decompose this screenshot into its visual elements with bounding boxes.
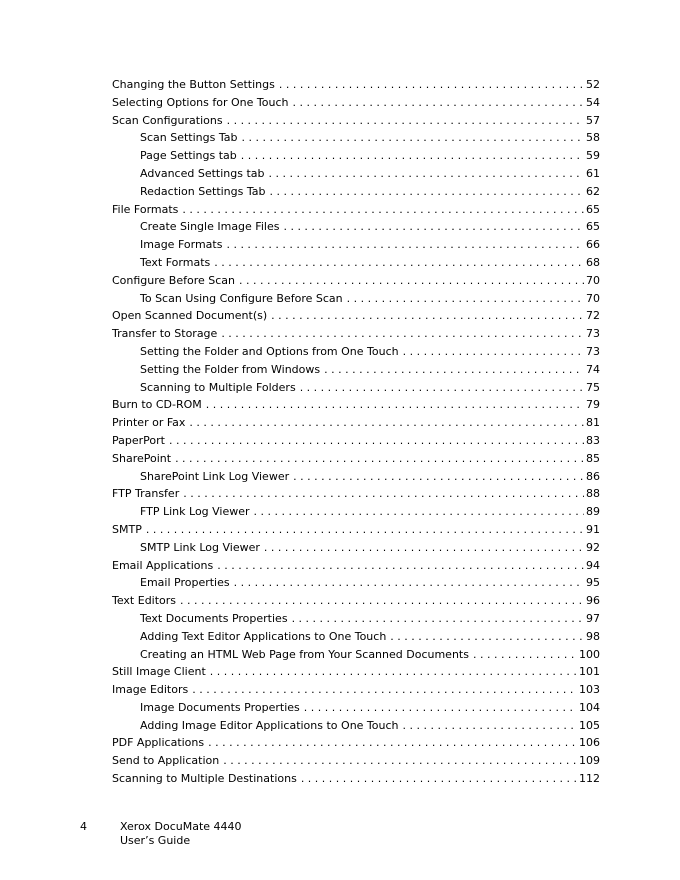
table-of-contents xyxy=(112,76,600,788)
toc-entry[interactable] xyxy=(112,414,600,432)
toc-entry-page-number: 70 xyxy=(586,273,600,287)
footer-product-name: Xerox DocuMate 4440 xyxy=(120,820,242,833)
toc-entry[interactable] xyxy=(112,770,600,788)
toc-dot-leader xyxy=(210,663,577,681)
toc-entry-title: Configure Before Scan xyxy=(112,273,236,287)
toc-entry-page-number: 94 xyxy=(586,558,600,572)
toc-dot-leader xyxy=(324,361,584,379)
toc-entry[interactable] xyxy=(112,557,600,575)
toc-entry-title: Text Editors xyxy=(112,594,177,608)
toc-entry-page-number: 70 xyxy=(586,291,600,305)
toc-entry[interactable] xyxy=(112,646,600,664)
toc-entry-title: Image Editors xyxy=(112,683,189,697)
toc-entry-title: Image Documents Properties xyxy=(140,700,300,714)
toc-entry-page-number: 65 xyxy=(586,202,600,216)
toc-dot-leader xyxy=(169,432,584,450)
toc-dot-leader xyxy=(292,94,584,112)
toc-entry-page-number: 109 xyxy=(579,754,600,768)
toc-dot-leader xyxy=(271,307,584,325)
toc-entry[interactable] xyxy=(112,236,600,254)
toc-entry[interactable] xyxy=(112,165,600,183)
toc-dot-leader xyxy=(293,468,584,486)
toc-entry[interactable] xyxy=(112,432,600,450)
toc-dot-leader xyxy=(183,485,584,503)
toc-entry-page-number: 95 xyxy=(586,576,600,590)
toc-dot-leader xyxy=(268,165,584,183)
toc-dot-leader xyxy=(292,610,584,628)
toc-entry-title: Burn to CD-ROM xyxy=(112,398,202,412)
toc-entry[interactable] xyxy=(112,396,600,414)
toc-entry-page-number: 89 xyxy=(586,505,600,519)
toc-entry-title: Creating an HTML Web Page from Your Scanned Documents xyxy=(140,647,469,661)
toc-dot-leader xyxy=(241,129,584,147)
toc-entry-page-number: 58 xyxy=(586,131,600,145)
toc-entry[interactable] xyxy=(112,147,600,165)
toc-entry-title: Image Formats xyxy=(140,238,223,252)
toc-dot-leader xyxy=(264,539,584,557)
toc-entry[interactable] xyxy=(112,325,600,343)
toc-dot-leader xyxy=(473,646,577,664)
toc-dot-leader xyxy=(254,503,584,521)
toc-entry[interactable] xyxy=(112,592,600,610)
toc-entry-title: Page Settings tab xyxy=(140,149,237,163)
toc-dot-leader xyxy=(192,681,577,699)
toc-entry[interactable] xyxy=(112,76,600,94)
toc-dot-leader xyxy=(403,717,578,735)
toc-entry-title: Scan Settings Tab xyxy=(140,131,238,145)
toc-entry-title: Setting the Folder from Windows xyxy=(140,362,321,376)
toc-entry-page-number: 97 xyxy=(586,611,600,625)
toc-entry-title: Email Properties xyxy=(140,576,230,590)
toc-entry[interactable] xyxy=(112,752,600,770)
toc-entry-title: SharePoint xyxy=(112,451,172,465)
toc-dot-leader xyxy=(217,557,584,575)
toc-dot-leader xyxy=(234,574,584,592)
toc-entry-page-number: 52 xyxy=(586,78,600,91)
toc-entry-page-number: 72 xyxy=(586,309,600,323)
toc-entry[interactable] xyxy=(112,734,600,752)
toc-entry[interactable] xyxy=(112,503,600,521)
toc-dot-leader xyxy=(182,201,584,219)
toc-entry[interactable] xyxy=(112,681,600,699)
toc-entry[interactable] xyxy=(112,628,600,646)
toc-dot-leader xyxy=(241,147,584,165)
toc-entry-page-number: 81 xyxy=(586,416,600,430)
toc-entry-page-number: 98 xyxy=(586,629,600,643)
toc-entry-title: File Formats xyxy=(112,202,179,216)
toc-entry[interactable] xyxy=(112,94,600,112)
toc-dot-leader xyxy=(239,272,584,290)
toc-entry[interactable] xyxy=(112,610,600,628)
toc-entry-page-number: 101 xyxy=(579,665,600,679)
toc-entry-title: Text Formats xyxy=(140,255,211,269)
toc-entry-page-number: 62 xyxy=(586,184,600,198)
toc-entry[interactable] xyxy=(112,343,600,361)
toc-dot-leader xyxy=(301,770,577,788)
toc-entry-title: Open Scanned Document(s) xyxy=(112,309,268,323)
toc-entry-page-number: 61 xyxy=(586,166,600,180)
footer-guide-name: User’s Guide xyxy=(120,834,191,847)
toc-dot-leader xyxy=(304,699,577,717)
toc-entry-title: Create Single Image Files xyxy=(140,220,280,234)
toc-entry-page-number: 103 xyxy=(579,683,600,697)
toc-dot-leader xyxy=(206,396,584,414)
toc-entry-title: Scanning to Multiple Folders xyxy=(140,380,296,394)
toc-entry-page-number: 106 xyxy=(579,736,600,750)
toc-dot-leader xyxy=(223,752,577,770)
toc-entry-page-number: 68 xyxy=(586,255,600,269)
toc-dot-leader xyxy=(189,414,584,432)
toc-dot-leader xyxy=(270,183,585,201)
toc-entry-title: Send to Application xyxy=(112,754,220,768)
toc-entry[interactable] xyxy=(112,539,600,557)
toc-entry-title: Text Documents Properties xyxy=(140,611,288,625)
toc-entry-title: To Scan Using Configure Before Scan xyxy=(140,291,343,305)
toc-entry-page-number: 104 xyxy=(579,700,600,714)
toc-entry-page-number: 96 xyxy=(586,594,600,608)
toc-entry-title: Changing the Button Settings xyxy=(112,78,275,91)
toc-dot-leader xyxy=(146,521,584,539)
toc-dot-leader xyxy=(208,734,577,752)
toc-entry-title: Scanning to Multiple Destinations xyxy=(112,772,297,786)
toc-entry-page-number: 105 xyxy=(579,718,600,732)
toc-entry-page-number: 112 xyxy=(579,772,600,786)
toc-entry[interactable] xyxy=(112,272,600,290)
toc-entry-page-number: 73 xyxy=(586,327,600,341)
toc-entry-page-number: 85 xyxy=(586,451,600,465)
toc-entry-page-number: 65 xyxy=(586,220,600,234)
toc-entry-page-number: 74 xyxy=(586,362,600,376)
toc-entry[interactable] xyxy=(112,717,600,735)
toc-entry-title: Email Applications xyxy=(112,558,214,572)
toc-dot-leader xyxy=(180,592,584,610)
toc-entry-page-number: 66 xyxy=(586,238,600,252)
toc-dot-leader xyxy=(221,325,584,343)
toc-entry-title: PDF Applications xyxy=(112,736,205,750)
toc-entry[interactable] xyxy=(112,699,600,717)
toc-entry-title: SharePoint Link Log Viewer xyxy=(140,469,290,483)
toc-entry-title: Adding Text Editor Applications to One Touch xyxy=(140,629,387,643)
toc-entry-page-number: 100 xyxy=(579,647,600,661)
toc-entry[interactable] xyxy=(112,468,600,486)
toc-entry-title: FTP Transfer xyxy=(112,487,180,501)
toc-entry-title: Redaction Settings Tab xyxy=(140,184,266,198)
toc-entry-page-number: 91 xyxy=(586,522,600,536)
toc-entry-page-number: 73 xyxy=(586,344,600,358)
toc-entry-page-number: 83 xyxy=(586,433,600,447)
toc-dot-leader xyxy=(227,112,584,130)
toc-entry-title: SMTP Link Log Viewer xyxy=(140,540,260,554)
toc-entry-title: Printer or Fax xyxy=(112,416,186,430)
toc-entry-title: Selecting Options for One Touch xyxy=(112,95,289,109)
toc-entry[interactable] xyxy=(112,361,600,379)
footer-document-title xyxy=(120,820,320,848)
toc-entry[interactable] xyxy=(112,450,600,468)
toc-dot-leader xyxy=(300,379,584,397)
toc-entry-title: Adding Image Editor Applications to One Touch xyxy=(140,718,399,732)
toc-dot-leader xyxy=(279,76,584,94)
footer-page-number: 4 xyxy=(80,820,87,833)
toc-entry-page-number: 86 xyxy=(586,469,600,483)
toc-entry-page-number: 54 xyxy=(586,95,600,109)
toc-entry[interactable] xyxy=(112,663,600,681)
toc-entry-page-number: 88 xyxy=(586,487,600,501)
toc-entry[interactable] xyxy=(112,183,600,201)
toc-entry-page-number: 79 xyxy=(586,398,600,412)
toc-entry-page-number: 59 xyxy=(586,149,600,163)
toc-dot-leader xyxy=(214,254,584,272)
toc-dot-leader xyxy=(283,218,584,236)
toc-entry[interactable] xyxy=(112,485,600,503)
toc-dot-leader xyxy=(347,290,584,308)
toc-entry[interactable] xyxy=(112,254,600,272)
toc-entry[interactable] xyxy=(112,521,600,539)
toc-entry[interactable] xyxy=(112,307,600,325)
toc-entry[interactable] xyxy=(112,112,600,130)
toc-entry[interactable] xyxy=(112,201,600,219)
toc-entry-title: Advanced Settings tab xyxy=(140,166,265,180)
toc-entry-title: Transfer to Storage xyxy=(112,327,218,341)
toc-entry[interactable] xyxy=(112,129,600,147)
toc-entry-title: Still Image Client xyxy=(112,665,206,679)
toc-entry[interactable] xyxy=(112,290,600,308)
toc-entry-title: Setting the Folder and Options from One Touch xyxy=(140,344,399,358)
toc-dot-leader xyxy=(175,450,584,468)
toc-entry[interactable] xyxy=(112,574,600,592)
toc-entry-title: FTP Link Log Viewer xyxy=(140,505,250,519)
toc-entry[interactable] xyxy=(112,379,600,397)
toc-dot-leader xyxy=(403,343,584,361)
toc-dot-leader xyxy=(390,628,584,646)
toc-entry[interactable] xyxy=(112,218,600,236)
toc-entry-page-number: 92 xyxy=(586,540,600,554)
toc-entry-title: Scan Configurations xyxy=(112,113,223,127)
toc-entry-title: SMTP xyxy=(112,522,142,536)
toc-entry-title: PaperPort xyxy=(112,433,165,447)
toc-entry-page-number: 57 xyxy=(586,113,600,127)
toc-dot-leader xyxy=(226,236,584,254)
toc-entry-page-number: 75 xyxy=(586,380,600,394)
